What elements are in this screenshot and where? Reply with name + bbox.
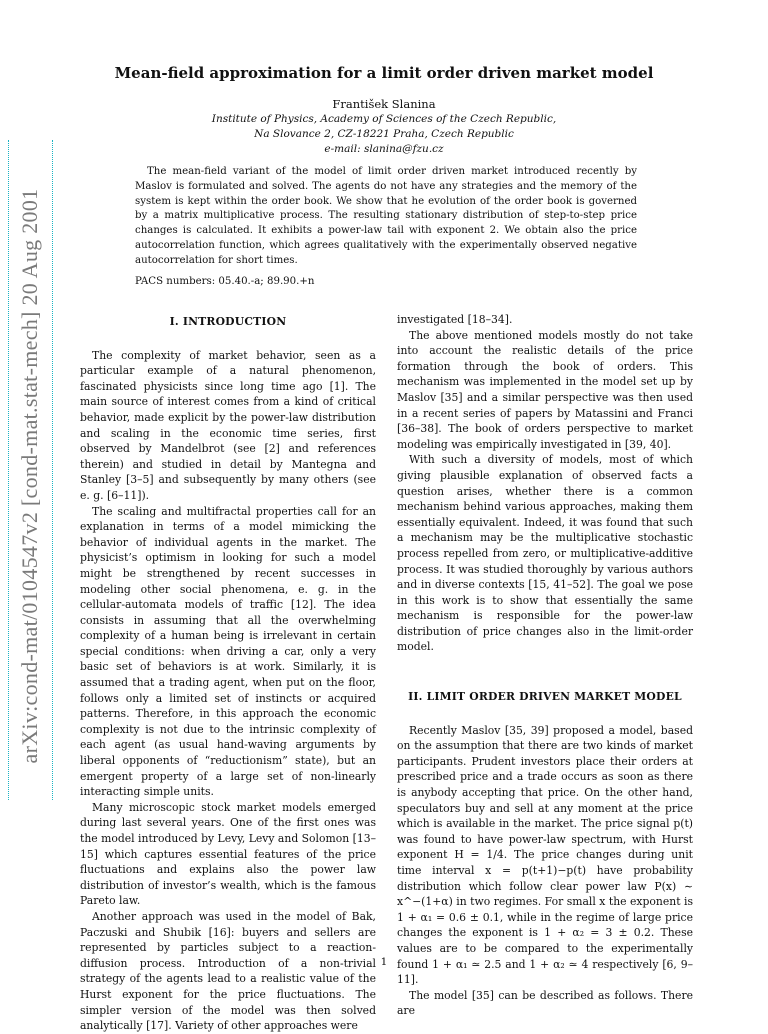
affiliation <box>100 112 668 157</box>
abstract: The mean-field variant of the model of limit order driven market introduced recently by Maslov is formulated and solved. The agents do not have any strategies and the memory of the system is kept within the order book. We show that he evolution of the order book is governed by a matrix multiplicative process. The resulting stationary distribution of step-to-step price changes is calculated. It exhibits a power-law tail with exponent 2. We obtain also the price autocorrelation function, which agrees qualitatively with the experimentally observed negative autocorrelation for short times. <box>135 166 637 266</box>
paragraph: Another approach was used in the model of Bak, Paczuski and Shubik [16]: buyers and sellers are represented by particles subject to a reaction-diffusion process. Introduction of a non-trivial strategy of the agents lead to a realistic value of the Hurst exponent for the price fluctuations. The simpler version of the model was then solved analytically [17]. Variety of other approaches were <box>80 909 376 1033</box>
pacs-numbers: PACS numbers: 05.40.-a; 89.90.+n <box>135 276 315 287</box>
paragraph: The scaling and multifractal properties call for an explanation in terms of a model mimicking the behavior of individual agents in the market. The physicist’s optimism in looking for such a model might be strengthened by recent successes in modeling other social phenomena, e. g. in the cellular-automata models of traffic [12]. The idea consists in assuming that all the overwhelming complexity of a human being is irrelevant in certain special conditions: when driving a car, only a very basic set of behaviors is at work. Similarly, it is assumed that a trading agent, when put on the floor, follows only a limited set of instincts or acquired patterns. Therefore, in this approach the economic complexity is not due to the intrinsic complexity of each agent (as usual hand-waving arguments by liberal opponents of “reductionism” state), but an emergent property of a large set of non-linearly interacting simple units. <box>80 504 376 799</box>
paragraph: The complexity of market behavior, seen as a particular example of a natural phenomenon, fascinated physicists since long time ago [1]. The main source of interest comes from a kind of critical behavior, made explicit by the power-law distribution and scaling in the economic time series, first observed by Mandelbrot (see [2] and references therein) and studied in detail by Mantegna and Stanley [3–5] and subsequently by many others (see e. g. [6–11]). <box>80 348 376 502</box>
arxiv-side-stamp <box>8 140 52 820</box>
paragraph: The above mentioned models mostly do not take into account the realistic details of the price formation through the book of orders. This mechanism was implemented in the model set up by Maslov [35] and a similar perspective was then used in a recent series of papers by Matassini and Franci [36–38]. The book of orders perspective to market modeling was empirically investigated in [39, 40]. <box>397 328 693 451</box>
author-email: e-mail: slanina@fzu.cz <box>324 143 444 155</box>
paragraph: investigated [18–34]. <box>397 313 513 326</box>
left-column <box>80 312 376 1034</box>
affiliation-line: Institute of Physics, Academy of Sciences of the Czech Republic, <box>211 113 557 125</box>
paragraph: Recently Maslov [35, 39] proposed a model, based on the assumption that there are two kinds of market participants. Prudent investors place their orders at prescribed price and a trade occurs as soon as there is anybody accepting that price. On the other hand, speculators buy and sell at any moment at the price which is available in the market. The price signal p(t) was found to have power-law spectrum, with Hurst exponent H = 1/4. The price changes during unit time interval x = p(t+1)−p(t) have probability distribution which follow clear power law P(x) ∼ x^−(1+α) in two regimes. For small x the exponent is 1 + α₁ = 0.6 ± 0.1, while in the regime of large price changes the exponent is 1 + α₂ = 3 ± 0.2. These values are to be compared to the experimentally found 1 + α₁ ≃ 2.5 and 1 + α₂ ≃ 4 respectively [6, 9–11]. <box>397 723 693 987</box>
affiliation-line: Na Slovance 2, CZ-18221 Praha, Czech Republic <box>254 128 514 140</box>
arxiv-identifier: arXiv:cond-mat/0104547v2 [cond-mat.stat-mech] 20 Aug 2001 <box>17 188 42 764</box>
author-name: František Slanina <box>332 97 436 111</box>
page-number: 1 <box>380 956 388 968</box>
stamp-border-left <box>8 140 10 800</box>
right-column <box>397 312 693 1019</box>
paragraph: Many microscopic stock market models emerged during last several years. One of the first ones was the model introduced by Levy, Levy and Solomon [13–15] which captures essential features of the price fluctuations and explains also the power law distribution of investor’s wealth, which is the famous Pareto law. <box>80 800 376 908</box>
paragraph: With such a diversity of models, most of which giving plausible explanation of observed facts a question arises, whether there is a common mechanism behind various approaches, making them essentially equivalent. Indeed, it was found that such a mechanism may be the multiplicative stochastic process repelled from zero, or multiplicative-additive process. It was studied thoroughly by various authors and in diverse contexts [15, 41–52]. The goal we pose in this work is to show that essentially the same mechanism is responsible for the power-law distribution of price changes also in the limit-order model. <box>397 453 693 654</box>
section-heading-introduction: I. INTRODUCTION <box>169 315 287 328</box>
section-heading-model: II. LIMIT ORDER DRIVEN MARKET MODEL <box>408 690 682 704</box>
stamp-border-right <box>52 140 54 800</box>
paragraph: The model [35] can be described as follows. There are <box>397 988 693 1018</box>
paper-title: Mean-field approximation for a limit order driven market model <box>114 64 654 82</box>
